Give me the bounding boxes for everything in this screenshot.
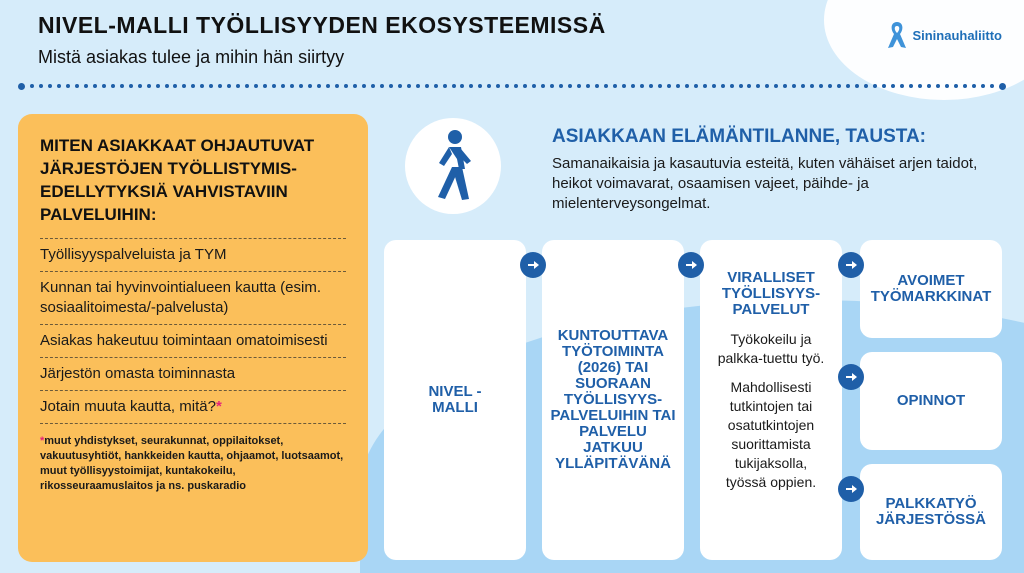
- divider-dot: [182, 84, 186, 88]
- divider-dot: [218, 84, 222, 88]
- divider-dot: [685, 84, 689, 88]
- divider-dot: [84, 84, 88, 88]
- divider-dot: [496, 84, 500, 88]
- arrow-right-icon: [520, 252, 546, 278]
- arrow-right-icon: [838, 476, 864, 502]
- divider-dot: [290, 84, 294, 88]
- walker-badge: [405, 118, 501, 214]
- divider-dot: [18, 83, 25, 90]
- divider-dot: [452, 84, 456, 88]
- divider-dot: [371, 84, 375, 88]
- divider-dot: [39, 84, 43, 88]
- divider-dot: [191, 84, 195, 88]
- divider-dot: [389, 84, 393, 88]
- divider-dot: [801, 84, 805, 88]
- divider-dot: [873, 84, 877, 88]
- divider-dot: [478, 84, 482, 88]
- divider-dot: [263, 84, 267, 88]
- divider-dot: [631, 84, 635, 88]
- background-title: ASIAKKAAN ELÄMÄNTILANNE, TAUSTA:: [552, 126, 926, 147]
- divider-dot: [156, 84, 160, 88]
- divider-dot: [308, 84, 312, 88]
- dotted-divider: [18, 82, 1006, 90]
- divider-dot: [882, 84, 886, 88]
- viralliset-title: VIRALLISET TYÖLLISYYS-PALVELUT: [721, 269, 821, 318]
- divider-dot: [739, 84, 743, 88]
- divider-dot: [407, 84, 411, 88]
- kuntouttava-title: KUNTOUTTAVA TYÖTOIMINTA (2026) TAI SUORAAN TYÖLLISYYS-PALVELUIHIN TAI PALVELU JATKUU YLLÄPITÄVÄNÄ: [550, 327, 676, 472]
- divider-dot: [595, 84, 599, 88]
- divider-dot: [730, 84, 734, 88]
- divider-dot: [721, 84, 725, 88]
- divider-dot: [703, 84, 707, 88]
- arrow-right-icon: [838, 252, 864, 278]
- page-title: NIVEL-MALLI TYÖLLISYYDEN EKOSYSTEEMISSÄ: [38, 12, 606, 38]
- divider-dot: [236, 84, 240, 88]
- divider-dot: [380, 84, 384, 88]
- divider-dot: [209, 84, 213, 88]
- divider-dot: [460, 84, 464, 88]
- divider-dot: [909, 84, 913, 88]
- divider-dot: [891, 84, 895, 88]
- divider-dot: [990, 84, 994, 88]
- kuntouttava-card: [542, 240, 684, 560]
- divider-dot: [505, 84, 509, 88]
- divider-dot: [541, 84, 545, 88]
- divider-dot: [272, 84, 276, 88]
- footnote-star-marker: *: [40, 435, 45, 447]
- divider-dot: [810, 84, 814, 88]
- divider-dot: [855, 84, 859, 88]
- viralliset-card: [700, 240, 842, 560]
- arrow-right-icon: [838, 364, 864, 390]
- viralliset-body: [715, 330, 827, 492]
- divider-dot: [254, 84, 258, 88]
- divider-dot: [514, 84, 518, 88]
- arrow-right-icon: [678, 252, 704, 278]
- divider-dot: [936, 84, 940, 88]
- divider-dot: [362, 84, 366, 88]
- divider-dot: [694, 84, 698, 88]
- divider-dot: [622, 84, 626, 88]
- divider-dot: [66, 84, 70, 88]
- nivel-title: NIVEL -MALLI: [428, 383, 482, 416]
- referral-item: Työllisyyspalveluista ja TYM: [40, 238, 346, 271]
- opinnot-title: OPINNOT: [896, 392, 966, 409]
- divider-dot: [900, 84, 904, 88]
- opinnot-card: [860, 352, 1002, 450]
- referral-item-other: [40, 390, 346, 424]
- referral-item: Asiakas hakeutuu toimintaan omatoimisesti: [40, 324, 346, 357]
- divider-dot: [344, 84, 348, 88]
- divider-dot: [613, 84, 617, 88]
- nivel-card: [384, 240, 526, 560]
- divider-dot: [550, 84, 554, 88]
- referral-list: [40, 238, 346, 424]
- divider-dot: [173, 84, 177, 88]
- divider-dot: [918, 84, 922, 88]
- divider-dot: [972, 84, 976, 88]
- divider-dot: [111, 84, 115, 88]
- divider-dot: [120, 84, 124, 88]
- divider-dot: [765, 84, 769, 88]
- divider-dot: [963, 84, 967, 88]
- divider-dot: [335, 84, 339, 88]
- divider-dot: [443, 84, 447, 88]
- divider-dot: [532, 84, 536, 88]
- divider-dot: [48, 84, 52, 88]
- page-subtitle: Mistä asiakas tulee ja mihin hän siirtyy: [38, 47, 345, 67]
- divider-dot: [227, 84, 231, 88]
- divider-dot: [165, 84, 169, 88]
- referral-heading: MITEN ASIAKKAAT OHJAUTUVAT JÄRJESTÖJEN TYÖLLISTYMIS-EDELLYTYKSIÄ VAHVISTAVIIN PALVELUIHIN:: [40, 136, 315, 224]
- divider-dot: [559, 84, 563, 88]
- divider-dot: [299, 84, 303, 88]
- divider-dot: [640, 84, 644, 88]
- divider-dot: [747, 84, 751, 88]
- divider-dot: [712, 84, 716, 88]
- divider-dot: [434, 84, 438, 88]
- footnote-star: *: [215, 398, 222, 415]
- viralliset-text-1: Työkokeilu ja palkka-tuettu työ.: [717, 331, 825, 366]
- divider-dot: [138, 84, 142, 88]
- logo: [886, 20, 1002, 50]
- divider-dot: [783, 84, 787, 88]
- referral-item: Kunnan tai hyvinvointialueen kautta (esim. sosiaalitoimesta/-palvelusta): [40, 271, 346, 324]
- divider-dot: [577, 84, 581, 88]
- avoimet-title: AVOIMET TYÖMARKKINAT: [870, 272, 992, 305]
- divider-dot: [756, 84, 760, 88]
- divider-dot: [245, 84, 249, 88]
- divider-dot: [945, 84, 949, 88]
- background-text: Samanaikaisia ja kasautuvia esteitä, kuten vähäiset arjen taidot, heikot voimavarat, osaamisen vajeet, päihde- ja mielenterveysongelmat.: [552, 155, 978, 212]
- divider-dot: [837, 84, 841, 88]
- divider-dot: [864, 84, 868, 88]
- divider-dot: [398, 84, 402, 88]
- palkkatyo-title: PALKKATYÖ JÄRJESTÖSSÄ: [875, 495, 987, 528]
- divider-dot: [999, 83, 1006, 90]
- divider-dot: [954, 84, 958, 88]
- divider-dot: [568, 84, 572, 88]
- divider-dot: [792, 84, 796, 88]
- divider-dot: [129, 84, 133, 88]
- referral-item-text: Jotain muuta kautta, mitä?: [40, 398, 216, 415]
- divider-dot: [416, 84, 420, 88]
- divider-dot: [828, 84, 832, 88]
- walking-person-icon: [425, 129, 481, 203]
- ribbon-icon: [886, 20, 908, 50]
- divider-dot: [658, 84, 662, 88]
- divider-dot: [57, 84, 61, 88]
- palkkatyo-card: [860, 464, 1002, 560]
- divider-dot: [819, 84, 823, 88]
- divider-dot: [469, 84, 473, 88]
- referral-item: Järjestön omasta toiminnasta: [40, 357, 346, 390]
- divider-dot: [102, 84, 106, 88]
- divider-dot: [676, 84, 680, 88]
- divider-dot: [200, 84, 204, 88]
- divider-dot: [981, 84, 985, 88]
- divider-dot: [317, 84, 321, 88]
- footnote: [40, 434, 346, 494]
- divider-dot: [93, 84, 97, 88]
- divider-dot: [667, 84, 671, 88]
- referral-panel: [18, 114, 368, 562]
- divider-dot: [586, 84, 590, 88]
- avoimet-card: [860, 240, 1002, 338]
- divider-dot: [846, 84, 850, 88]
- divider-dot: [326, 84, 330, 88]
- divider-dot: [523, 84, 527, 88]
- viralliset-text-2: Mahdollisesti tutkintojen tai osatutkintojen suorittamista tukijaksolla, työssä oppien.: [725, 379, 817, 490]
- header: [38, 12, 606, 68]
- divider-dot: [30, 84, 34, 88]
- divider-dot: [774, 84, 778, 88]
- divider-dot: [487, 84, 491, 88]
- divider-dot: [604, 84, 608, 88]
- footnote-text: muut yhdistykset, seurakunnat, oppilaitokset, vakuutusyhtiöt, hankkeiden kautta, ohjaamot, luotsaamot, muut työllisyystoimijat, kuntakokeilu, rikosseuraamuslaitos ja ns. puskaradio: [40, 435, 344, 492]
- divider-dot: [425, 84, 429, 88]
- logo-text: Sininauhaliitto: [912, 27, 1002, 43]
- divider-dot: [353, 84, 357, 88]
- divider-dot: [75, 84, 79, 88]
- divider-dot: [281, 84, 285, 88]
- divider-dot: [927, 84, 931, 88]
- divider-dot: [649, 84, 653, 88]
- divider-dot: [147, 84, 151, 88]
